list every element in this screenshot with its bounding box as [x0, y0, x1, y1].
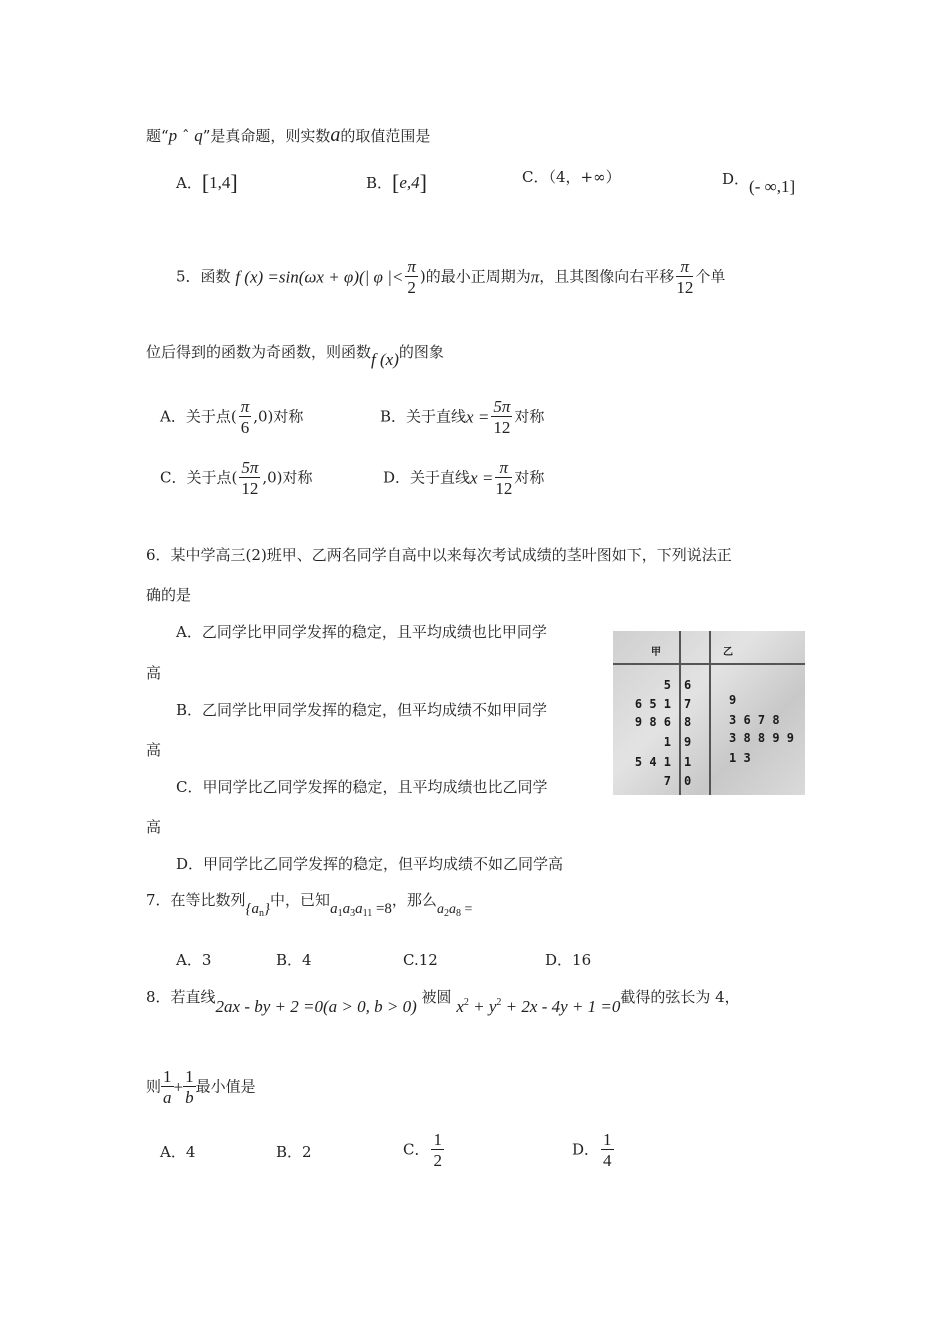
- option-value: e,4: [399, 173, 420, 192]
- stem: 6: [684, 678, 692, 692]
- option-text: 对称: [514, 468, 545, 487]
- var-y: + y: [468, 997, 497, 1016]
- q7-option-a: A．3: [176, 951, 212, 969]
- option-label: A．关于点(: [160, 407, 237, 426]
- option-label: C．: [403, 1140, 430, 1159]
- seq-symbol: {a: [245, 901, 260, 917]
- fraction: [431, 1131, 444, 1169]
- var-a: a: [330, 124, 341, 146]
- var-x: x =: [466, 407, 490, 427]
- q8-option-c: [403, 1131, 446, 1169]
- head-left: 甲: [651, 647, 661, 658]
- var-x: x =: [470, 468, 494, 488]
- option-label: B．: [366, 174, 393, 192]
- q7-option-d: D．16: [545, 951, 592, 969]
- fraction-1-b: [183, 1068, 196, 1106]
- q5-text: 个单: [695, 267, 726, 286]
- q8-text: 被圆: [421, 988, 452, 1006]
- option-label: D．关于直线: [383, 468, 471, 487]
- stem: 1: [684, 755, 692, 769]
- q5-option-c: [160, 459, 313, 497]
- q4-option-a: [176, 172, 238, 194]
- denominator: 12: [241, 479, 259, 498]
- q7-option-b: B．4: [276, 951, 312, 969]
- denominator: 2: [407, 278, 416, 297]
- subscript: 11: [362, 908, 373, 919]
- pi-symbol: π: [530, 267, 540, 287]
- intro-line: [146, 125, 430, 145]
- divider-line: [679, 631, 681, 795]
- denominator: 2: [433, 1151, 442, 1170]
- target-expr: [437, 902, 472, 917]
- q7-option-c: C.12: [403, 951, 438, 969]
- leaf-left: 6 5 1: [634, 697, 671, 711]
- q6-option-b-cont: 高: [146, 741, 162, 759]
- var-p: p: [168, 126, 178, 145]
- var-q: q: [194, 126, 203, 145]
- q6-option-c: C．甲同学比乙同学发挥的稳定，且平均成绩也比乙同学: [176, 778, 548, 796]
- option-text: ,0)对称: [262, 468, 313, 487]
- q6-option-b: B．乙同学比甲同学发挥的稳定，但平均成绩不如甲同学: [176, 701, 548, 719]
- bracket-close: ]: [230, 170, 238, 195]
- leaf-right: 3 6 7 8: [729, 713, 780, 727]
- leaf-left: 1: [663, 735, 671, 749]
- q7-line: [146, 891, 473, 919]
- leaf-left: 7: [663, 774, 671, 788]
- option-label: D．: [572, 1140, 600, 1159]
- q5-text: 的图象: [398, 343, 444, 361]
- leaf-left: 9 8 6: [634, 715, 671, 729]
- intro-text: ”是真命题，则实数: [202, 127, 331, 145]
- q6-option-a: A．乙同学比甲同学发挥的稳定，且平均成绩也比甲同学: [176, 623, 547, 641]
- question-number: 8．若直线: [146, 988, 216, 1006]
- numerator: 5π: [241, 458, 259, 477]
- q8-option-a: A．4: [160, 1143, 196, 1161]
- denominator: 12: [493, 418, 511, 437]
- q5-option-d: [383, 459, 544, 497]
- stem: 8: [684, 715, 692, 729]
- function-expr: f (x) =sin(ωx + φ)(| φ |<: [235, 267, 404, 287]
- intro-text: 题“: [146, 127, 169, 145]
- stem: 9: [684, 735, 692, 749]
- option-label: D．: [722, 170, 750, 188]
- fraction-pi-12: [676, 258, 693, 296]
- q4-option-d: [722, 170, 796, 196]
- q4-option-c: [522, 170, 621, 185]
- var-a: a: [330, 901, 338, 917]
- option-value: (- ∞,1]: [749, 177, 796, 196]
- q6-option-c-cont: 高: [146, 818, 162, 836]
- denominator: b: [185, 1088, 194, 1107]
- numerator: π: [407, 257, 416, 276]
- q8-text: 则: [146, 1077, 162, 1096]
- numerator: π: [676, 258, 693, 277]
- wedge-symbol: ˆ: [181, 127, 190, 145]
- subscript: 3: [350, 908, 356, 919]
- bracket-close: ]: [419, 170, 427, 195]
- q8-line1: [146, 988, 740, 1016]
- q5-text: 位后得到的函数为奇函数，则函数: [146, 343, 372, 361]
- option-label: C．（4，+∞）: [522, 168, 621, 186]
- denominator: 12: [676, 278, 694, 297]
- equals-sign: =: [460, 902, 473, 917]
- var-a: a: [436, 902, 444, 917]
- numerator: 1: [433, 1130, 442, 1149]
- q8-text: 截得的弦长为 4，: [620, 988, 740, 1006]
- superscript: 2: [463, 997, 469, 1008]
- numerator: 1: [163, 1067, 172, 1086]
- var-a: a: [448, 902, 456, 917]
- option-value: 1,4: [209, 173, 231, 192]
- equation-rest: + 2x - 4y + 1 =0: [501, 997, 621, 1016]
- q5-option-a: [160, 398, 303, 436]
- intro-text: 的取值范围是: [340, 127, 431, 145]
- q4-option-b: [366, 172, 427, 194]
- fraction-1-a: [161, 1068, 174, 1106]
- header-line: [613, 663, 805, 665]
- q5-text: )的最小正周期为: [419, 267, 531, 286]
- option-label: B．关于直线: [380, 407, 467, 426]
- option-label: C．关于点(: [160, 468, 238, 487]
- numerator: 1: [185, 1067, 194, 1086]
- function-expr: f (x): [371, 350, 399, 369]
- stem: 0: [684, 774, 692, 788]
- leaf-left: 5: [663, 678, 671, 692]
- fraction-pi-2: [405, 258, 418, 296]
- question-number: 7．在等比数列: [146, 891, 246, 909]
- q8-option-d: [572, 1131, 616, 1169]
- circle-equation: [456, 997, 620, 1016]
- denominator: 6: [240, 418, 250, 437]
- leaf-left: 5 4 1: [634, 755, 671, 769]
- q6-line1: 6．某中学高三(2)班甲、乙两名同学自高中以来每次考试成绩的茎叶图如下，下列说法正: [146, 546, 732, 564]
- bracket-open: [: [201, 170, 210, 195]
- var-x: x: [456, 997, 464, 1016]
- q8-text: 最小值是: [195, 1077, 256, 1096]
- fraction: [491, 398, 512, 436]
- numerator: π: [240, 397, 250, 416]
- bracket-open: [: [392, 170, 400, 195]
- divider-line: [709, 631, 711, 795]
- superscript: 2: [496, 997, 502, 1008]
- fraction: [495, 459, 512, 497]
- option-text: 对称: [514, 407, 545, 426]
- seq-symbol: }: [264, 901, 271, 917]
- leaf-right: 1 3: [729, 751, 751, 765]
- q6-option-d: D．甲同学比乙同学发挥的稳定，但平均成绩不如乙同学高: [176, 855, 564, 873]
- question-number: 5．函数: [176, 267, 231, 286]
- stem: 7: [684, 697, 692, 711]
- option-text: ,0)对称: [253, 407, 304, 426]
- head-right: 乙: [723, 647, 733, 658]
- line-equation: 2ax - by + 2 =0(a > 0, b > 0): [215, 997, 417, 1016]
- subscript: 8: [455, 908, 461, 919]
- q5-text: ，且其图像向右平移: [539, 267, 675, 286]
- subscript: 2: [443, 908, 449, 919]
- q6-line2: 确的是: [146, 586, 192, 604]
- product-expr: [330, 901, 392, 917]
- q8-option-b: B．2: [276, 1143, 312, 1161]
- sequence-expr: [246, 901, 271, 917]
- q8-line2: [146, 1068, 256, 1106]
- subscript: 1: [337, 908, 343, 919]
- fraction: [239, 398, 252, 436]
- var-a: a: [355, 901, 363, 917]
- fraction: [601, 1131, 614, 1169]
- denominator: 4: [603, 1151, 612, 1170]
- q5-line2: [146, 343, 444, 369]
- q7-text: 中，已知: [270, 891, 331, 909]
- denominator: 12: [495, 479, 513, 498]
- subscript: n: [259, 908, 265, 919]
- leaf-right: 3 8 8 9 9: [729, 731, 795, 745]
- q6-option-a-cont: 高: [146, 664, 162, 682]
- numerator: 5π: [493, 397, 511, 416]
- leaf-right: 9: [729, 693, 737, 707]
- denominator: a: [163, 1088, 172, 1107]
- plus-sign: +: [173, 1077, 184, 1097]
- numerator: 1: [603, 1130, 612, 1149]
- var-a: a: [342, 901, 351, 917]
- numerator: π: [495, 459, 512, 478]
- q5-option-b: [380, 398, 544, 436]
- equals-value: =8: [372, 901, 392, 917]
- q7-text: ，那么: [391, 891, 437, 909]
- stem-leaf-plot-image: [613, 631, 805, 795]
- fraction: [239, 459, 260, 497]
- q5-line1: [176, 258, 725, 296]
- option-label: A．: [176, 174, 202, 192]
